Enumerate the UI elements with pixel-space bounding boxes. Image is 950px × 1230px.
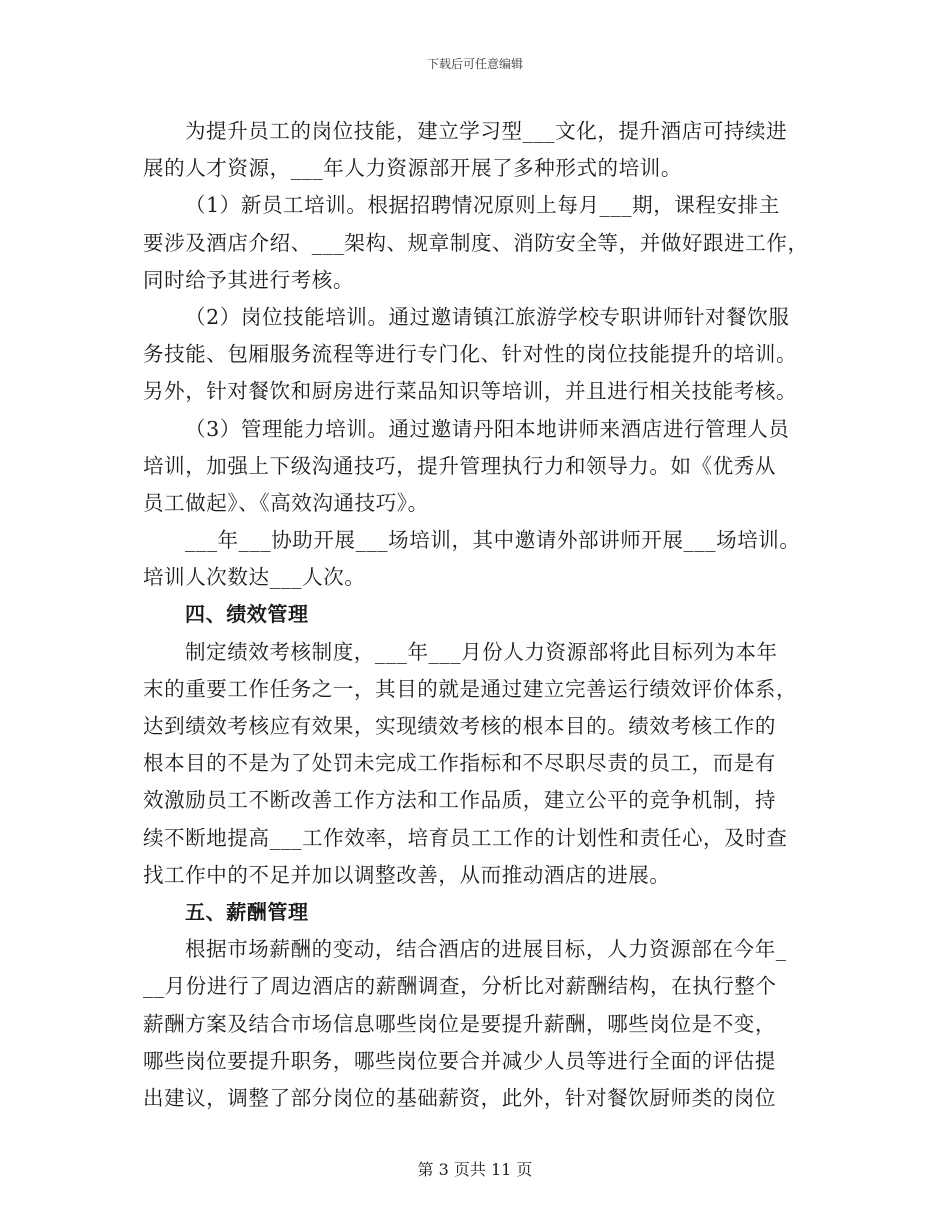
text-line: 达到绩效考核应有效果，实现绩效考核的根本目的。绩效考核工作的 bbox=[143, 714, 776, 738]
text-line: 培训人次数达___人次。 bbox=[143, 565, 366, 590]
text-line: 根据市场薪酬的变动，结合酒店的进展目标，人力资源部在今年_ bbox=[185, 937, 787, 962]
text-line: 续不断地提高___工作效率，培育员工工作的计划性和责任心，及时查 bbox=[143, 825, 788, 850]
text-line: 展的人才资源，___年人力资源部开展了多种形式的培训。 bbox=[143, 156, 682, 181]
text-line: 培训，加强上下级沟通技巧，提升管理执行力和领导力。如《优秀从 bbox=[143, 453, 776, 478]
text-line: 根本目的不是为了处罚未完成工作指标和不尽职尽责的员工，而是有 bbox=[143, 751, 776, 776]
section-heading: 四、绩效管理 bbox=[185, 602, 309, 627]
text-line: （1）新员工培训。根据招聘情况原则上每月___期，课程安排主 bbox=[185, 193, 780, 218]
page-footer: 第 3 页共 11 页 bbox=[417, 1160, 533, 1179]
text-line: 为提升员工的岗位技能，建立学习型___文化，提升酒店可持续进 bbox=[185, 119, 788, 143]
text-line: 薪酬方案及结合市场信息哪些岗位是要提升薪酬，哪些岗位是不变， bbox=[143, 1011, 776, 1036]
text-line: __月份进行了周边酒店的薪酬调查，分析比对薪酬结构，在执行整个 bbox=[143, 974, 777, 999]
text-line: 另外，针对餐饮和厨房进行菜品知识等培训，并且进行相关技能考核。 bbox=[143, 379, 798, 404]
section-heading: 五、薪酬管理 bbox=[185, 899, 309, 924]
page-header: 下载后可任意编辑 bbox=[426, 57, 523, 71]
text-line: 哪些岗位要提升职务，哪些岗位要合并减少人员等进行全面的评估提 bbox=[143, 1048, 776, 1073]
text-line: 找工作中的不足并加以调整改善，从而推动酒店的进展。 bbox=[143, 862, 671, 887]
text-line: （2）岗位技能培训。通过邀请镇江旅游学校专职讲师针对餐饮服 bbox=[185, 304, 790, 329]
text-line: 出建议，调整了部分岗位的基础薪资，此外，针对餐饮厨师类的岗位 bbox=[143, 1085, 776, 1110]
text-line: ___年___协助开展___场培训，其中邀请外部讲师开展___场培训。 bbox=[185, 528, 801, 553]
text-line: 制定绩效考核制度，___年___月份人力资源部将此目标列为本年 bbox=[185, 639, 778, 664]
text-line: 同时给予其进行考核。 bbox=[143, 267, 354, 292]
document-body bbox=[143, 113, 811, 1117]
text-line: 要涉及酒店介绍、___架构、规章制度、消防安全等，并做好跟进工作， bbox=[143, 230, 809, 255]
text-line: 效激励员工不断改善工作方法和工作品质，建立公平的竞争机制，持 bbox=[143, 788, 776, 813]
text-line: （3）管理能力培训。通过邀请丹阳本地讲师来酒店进行管理人员 bbox=[185, 416, 790, 441]
text-line: 务技能、包厢服务流程等进行专门化、针对性的岗位技能提升的培训。 bbox=[143, 342, 798, 367]
text-line: 员工做起》、《高效沟通技巧》。 bbox=[143, 490, 429, 515]
text-line: 末的重要工作任务之一，其目的就是通过建立完善运行绩效评价体系， bbox=[143, 676, 798, 701]
